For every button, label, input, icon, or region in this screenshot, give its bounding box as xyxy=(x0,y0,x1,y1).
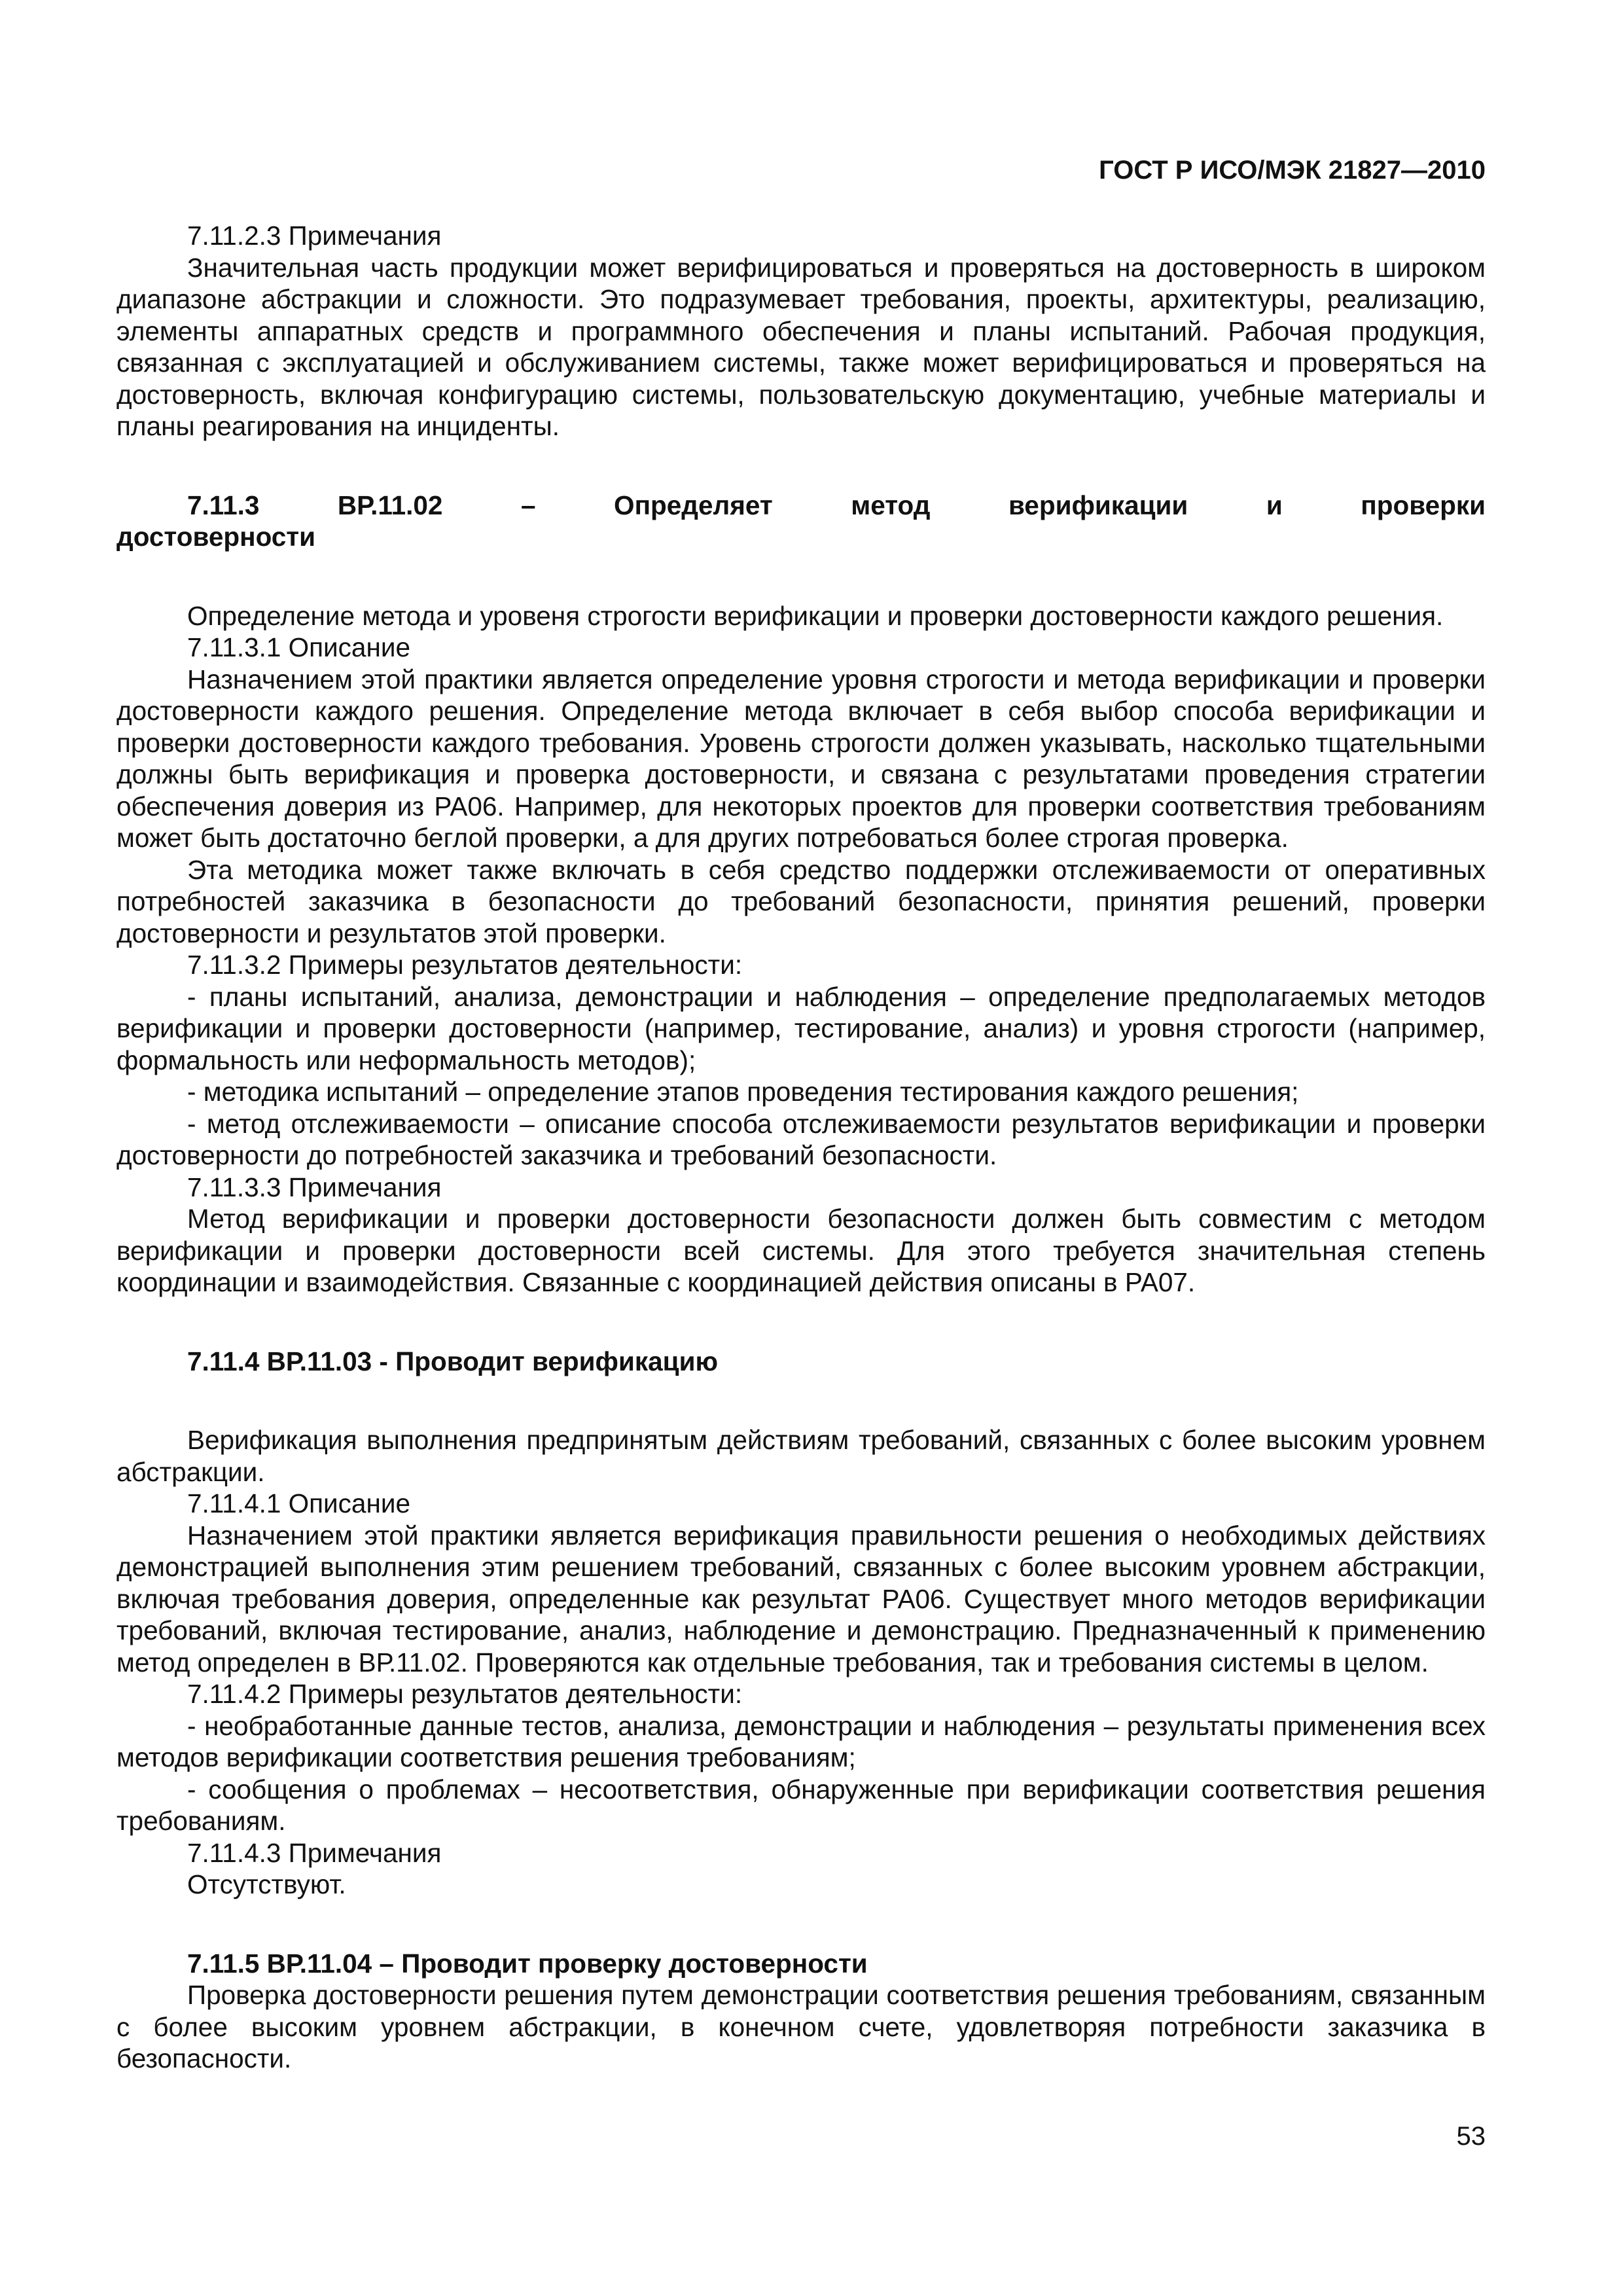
paragraph: - сообщения о проблемах – несоответствия, обнаруженные при верификации соответствия решения требованиям. xyxy=(116,1774,1486,1836)
subsection-label: Отсутствуют. xyxy=(187,1869,346,1899)
section-heading-line: достоверности xyxy=(116,522,316,552)
section-heading xyxy=(116,490,1486,553)
document-header: ГОСТ Р ИСО/МЭК 21827—2010 xyxy=(1099,156,1486,185)
spacer xyxy=(116,442,1486,490)
paragraph: Верификация выполнения предпринятым действиям требований, связанных с более высоким уровнем абстракции. xyxy=(116,1425,1486,1487)
paragraph: - метод отслеживаемости – описание способа отслеживаемости результатов верификации и проверки достоверности до потребностей заказчика и требований безопасности. xyxy=(116,1108,1486,1170)
subsection-label: 7.11.4.1 Описание xyxy=(187,1488,410,1518)
paragraph: - методика испытаний – определение этапов проведения тестирования каждого решения; xyxy=(187,1077,1299,1107)
paragraph: Определение метода и уровеня строгости верификации и проверки достоверности каждого решения. xyxy=(187,600,1444,631)
subsection-label: 7.11.2.3 Примечания xyxy=(187,221,442,251)
paragraph: Проверка достоверности решения путем демонстрации соответствия решения требованиям, связанным с более высоким уровнем абстракции, в конечном счете, удовлетворяя потребности заказчика в безопасности. xyxy=(116,1980,1486,2073)
subsection-label: 7.11.4.3 Примечания xyxy=(187,1837,442,1868)
page-number: 53 xyxy=(1456,2122,1486,2151)
paragraph: - планы испытаний, анализа, демонстрации и наблюдения – определение предполагаемых методов верификации и проверки достоверности (например, тестирование, анализ) и уровня строгости (например, формальность или неформальность методов); xyxy=(116,981,1486,1075)
spacer xyxy=(116,1299,1486,1346)
section-heading: 7.11.4 ВР.11.03 - Проводит верификацию xyxy=(187,1346,719,1376)
spacer xyxy=(116,1377,1486,1424)
paragraph: Эта методика может также включать в себя средство поддержки отслеживаемости от оперативных потребностей заказчика в безопасности до требований безопасности, принятия решений, проверки достоверности и результатов этой проверки. xyxy=(116,854,1486,948)
paragraph: Метод верификации и проверки достоверности безопасности должен быть совместим с методом верификации и проверки достоверности всей системы. Для этого требуется значительная степень координации и взаимодействия. Связанные с координацией действия описаны в PA07. xyxy=(116,1204,1486,1297)
section-heading-line: 7.11.3 ВР.11.02 – Определяет метод верификации и проверки xyxy=(187,490,1486,520)
subsection-label: 7.11.3.1 Описание xyxy=(187,632,410,662)
spacer xyxy=(116,1901,1486,1948)
paragraph: Значительная часть продукции может верифицироваться и проверяться на достоверность в широком диапазоне абстракции и сложности. Это подразумевает требования, проекты, архитектуры, реализацию, элементы аппаратных средств и программного обеспечения и планы испытаний. Рабочая продукция, связанная с эксплуатацией и обслуживанием системы, также может верифицироваться и проверяться на достоверность, включая конфигурацию системы, пользовательскую документацию, учебные материалы и планы реагирования на инциденты. xyxy=(116,252,1486,441)
paragraph: Назначением этой практики является определение уровня строгости и метода верификации и проверки достоверности каждого решения. Определение метода включает в себя выбор способа верификации и проверки достоверности каждого требования. Уровень строгости должен указывать, насколько тщательными должны быть верификация и проверка достоверности, и связана с результатами проведения стратегии обеспечения доверия из PA06. Например, для некоторых проектов для проверки соответствия требованиям может быть достаточно беглой проверки, а для других потребоваться более строгая проверка. xyxy=(116,664,1486,853)
document-body xyxy=(116,220,1486,2075)
section-heading: 7.11.5 ВР.11.04 – Проводит проверку достоверности xyxy=(187,1948,868,1979)
paragraph: Назначением этой практики является верификация правильности решения о необходимых действиях демонстрацией выполнения этим решением требований, связанных с более высоким уровнем абстракции, включая требования доверия, определенные как результат PA06. Существует много методов верификации требований, включая тестирование, анализ, наблюдение и демонстрацию. Предназначенный к применению метод определен в ВР.11.02. Проверяются как отдельные требования, так и требования системы в целом. xyxy=(116,1520,1486,1677)
paragraph: - необработанные данные тестов, анализа, демонстрации и наблюдения – результаты применения всех методов верификации соответствия решения требованиям; xyxy=(116,1710,1486,1772)
subsection-label: 7.11.3.3 Примечания xyxy=(187,1172,442,1202)
subsection-label: 7.11.4.2 Примеры результатов деятельности: xyxy=(187,1679,743,1709)
spacer xyxy=(116,553,1486,600)
subsection-label: 7.11.3.2 Примеры результатов деятельности: xyxy=(187,950,743,980)
